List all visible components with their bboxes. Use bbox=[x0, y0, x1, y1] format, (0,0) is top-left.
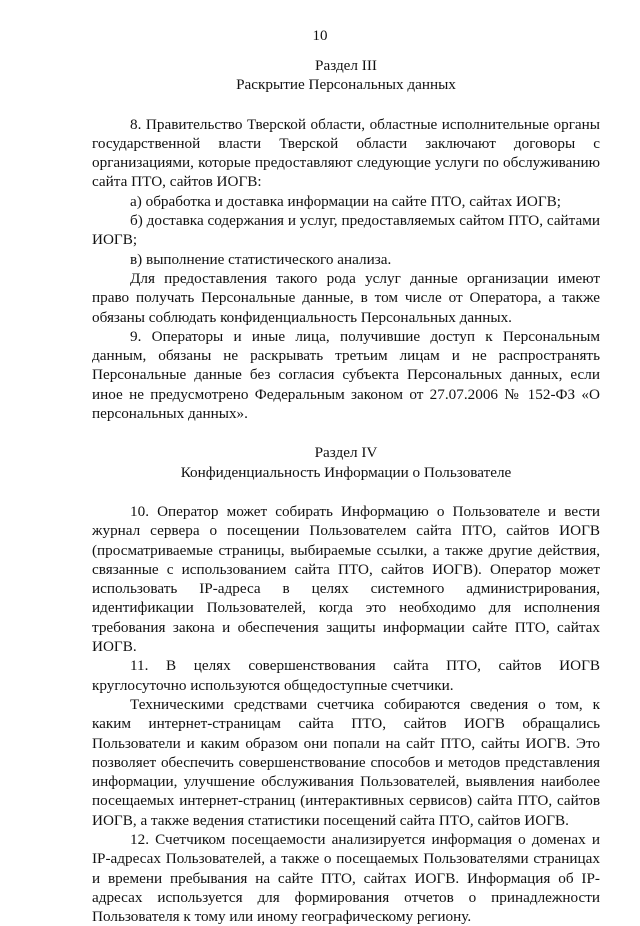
section-4-subtitle: Конфиденциальность Информации о Пользователе bbox=[180, 463, 512, 481]
paragraph-11: 11. В целях совершенствования сайта ПТО, сайтов ИОГВ круглосуточно используются общедоступные счетчики. bbox=[92, 657, 600, 694]
paragraph-8: 8. Правительство Тверской области, областные исполнительные органы государственной власти Тверской области заключают договоры с организациями, которые предоставляют следующие услуги по обслуживанию сайта ПТО, сайтов ИОГВ: bbox=[92, 115, 600, 191]
section-4-title: Раздел IV bbox=[314, 444, 378, 462]
section-4-heading bbox=[92, 443, 600, 482]
paragraph-10: 10. Оператор может собирать Информацию о Пользователе и вести журнал сервера о посещении Пользователем сайта ПТО, сайтов ИОГВ (просматриваемые страницы, выбираемые ссылки, а также другие действия, связанные с использованием сайта ПТО, сайтов ИОГВ). Оператор может использовать IP-адреса в целях системного администрирования, идентификации Пользователей, когда это необходимо для исполнения требования закона и обеспечения защиты информации сайте ПТО, сайтах ИОГВ. bbox=[92, 502, 600, 656]
paragraph-8-note: Для предоставления такого рода услуг данные организации имеют право получать Персональные данные, в том числе от Оператора, а также обязаны соблюдать конфиденциальность Персональных данных. bbox=[92, 269, 600, 326]
paragraph-8b: б) доставка содержания и услуг, предоставляемых сайтом ПТО, сайтами ИОГВ; bbox=[92, 212, 600, 249]
section-3-title: Раздел III bbox=[315, 57, 377, 74]
section-3-subtitle: Раскрытие Персональных данных bbox=[236, 76, 456, 94]
document-body bbox=[92, 56, 600, 926]
page-number: 10 bbox=[312, 28, 328, 44]
paragraph-8a: а) обработка и доставка информации на сайте ПТО, сайтах ИОГВ; bbox=[130, 192, 562, 210]
paragraph-9: 9. Операторы и иные лица, получившие доступ к Персональным данным, обязаны не раскрывать третьим лицам и не распространять Персональные данные без согласия субъекта Персональных данных, если иное не предусмотрено Федеральным законом от 27.07.2006 № 152-ФЗ «О персональных данных». bbox=[92, 327, 600, 423]
paragraph-11-details: Техническими средствами счетчика собираются сведения о том, к каким интернет-страницам сайта ПТО, сайтов ИОГВ обращались Пользователи и каким образом они попали на сайт ПТО, сайты ИОГВ. Это позволяет обеспечить совершенствование способов и методов представления информации, улучшение обслуживания Пользователей, выявления наиболее посещаемых интернет-страниц (интерактивных сервисов) сайта ПТО, сайтов ИОГВ, а также ведения статистики посещений сайта ПТО, сайтов ИОГВ. bbox=[92, 695, 600, 829]
paragraph-8c: в) выполнение статистического анализа. bbox=[130, 250, 392, 268]
section-3-heading bbox=[92, 56, 600, 95]
paragraph-12: 12. Счетчиком посещаемости анализируется информация о доменах и IP-адресах Пользователей, а также о посещаемых Пользователями страницах и времени пребывания на сайте ПТО, сайтах ИОГВ. Информация об IP-адресах используется для формирования отчетов о принадлежности Пользователя к тому или иному географическому региону. bbox=[92, 830, 600, 926]
